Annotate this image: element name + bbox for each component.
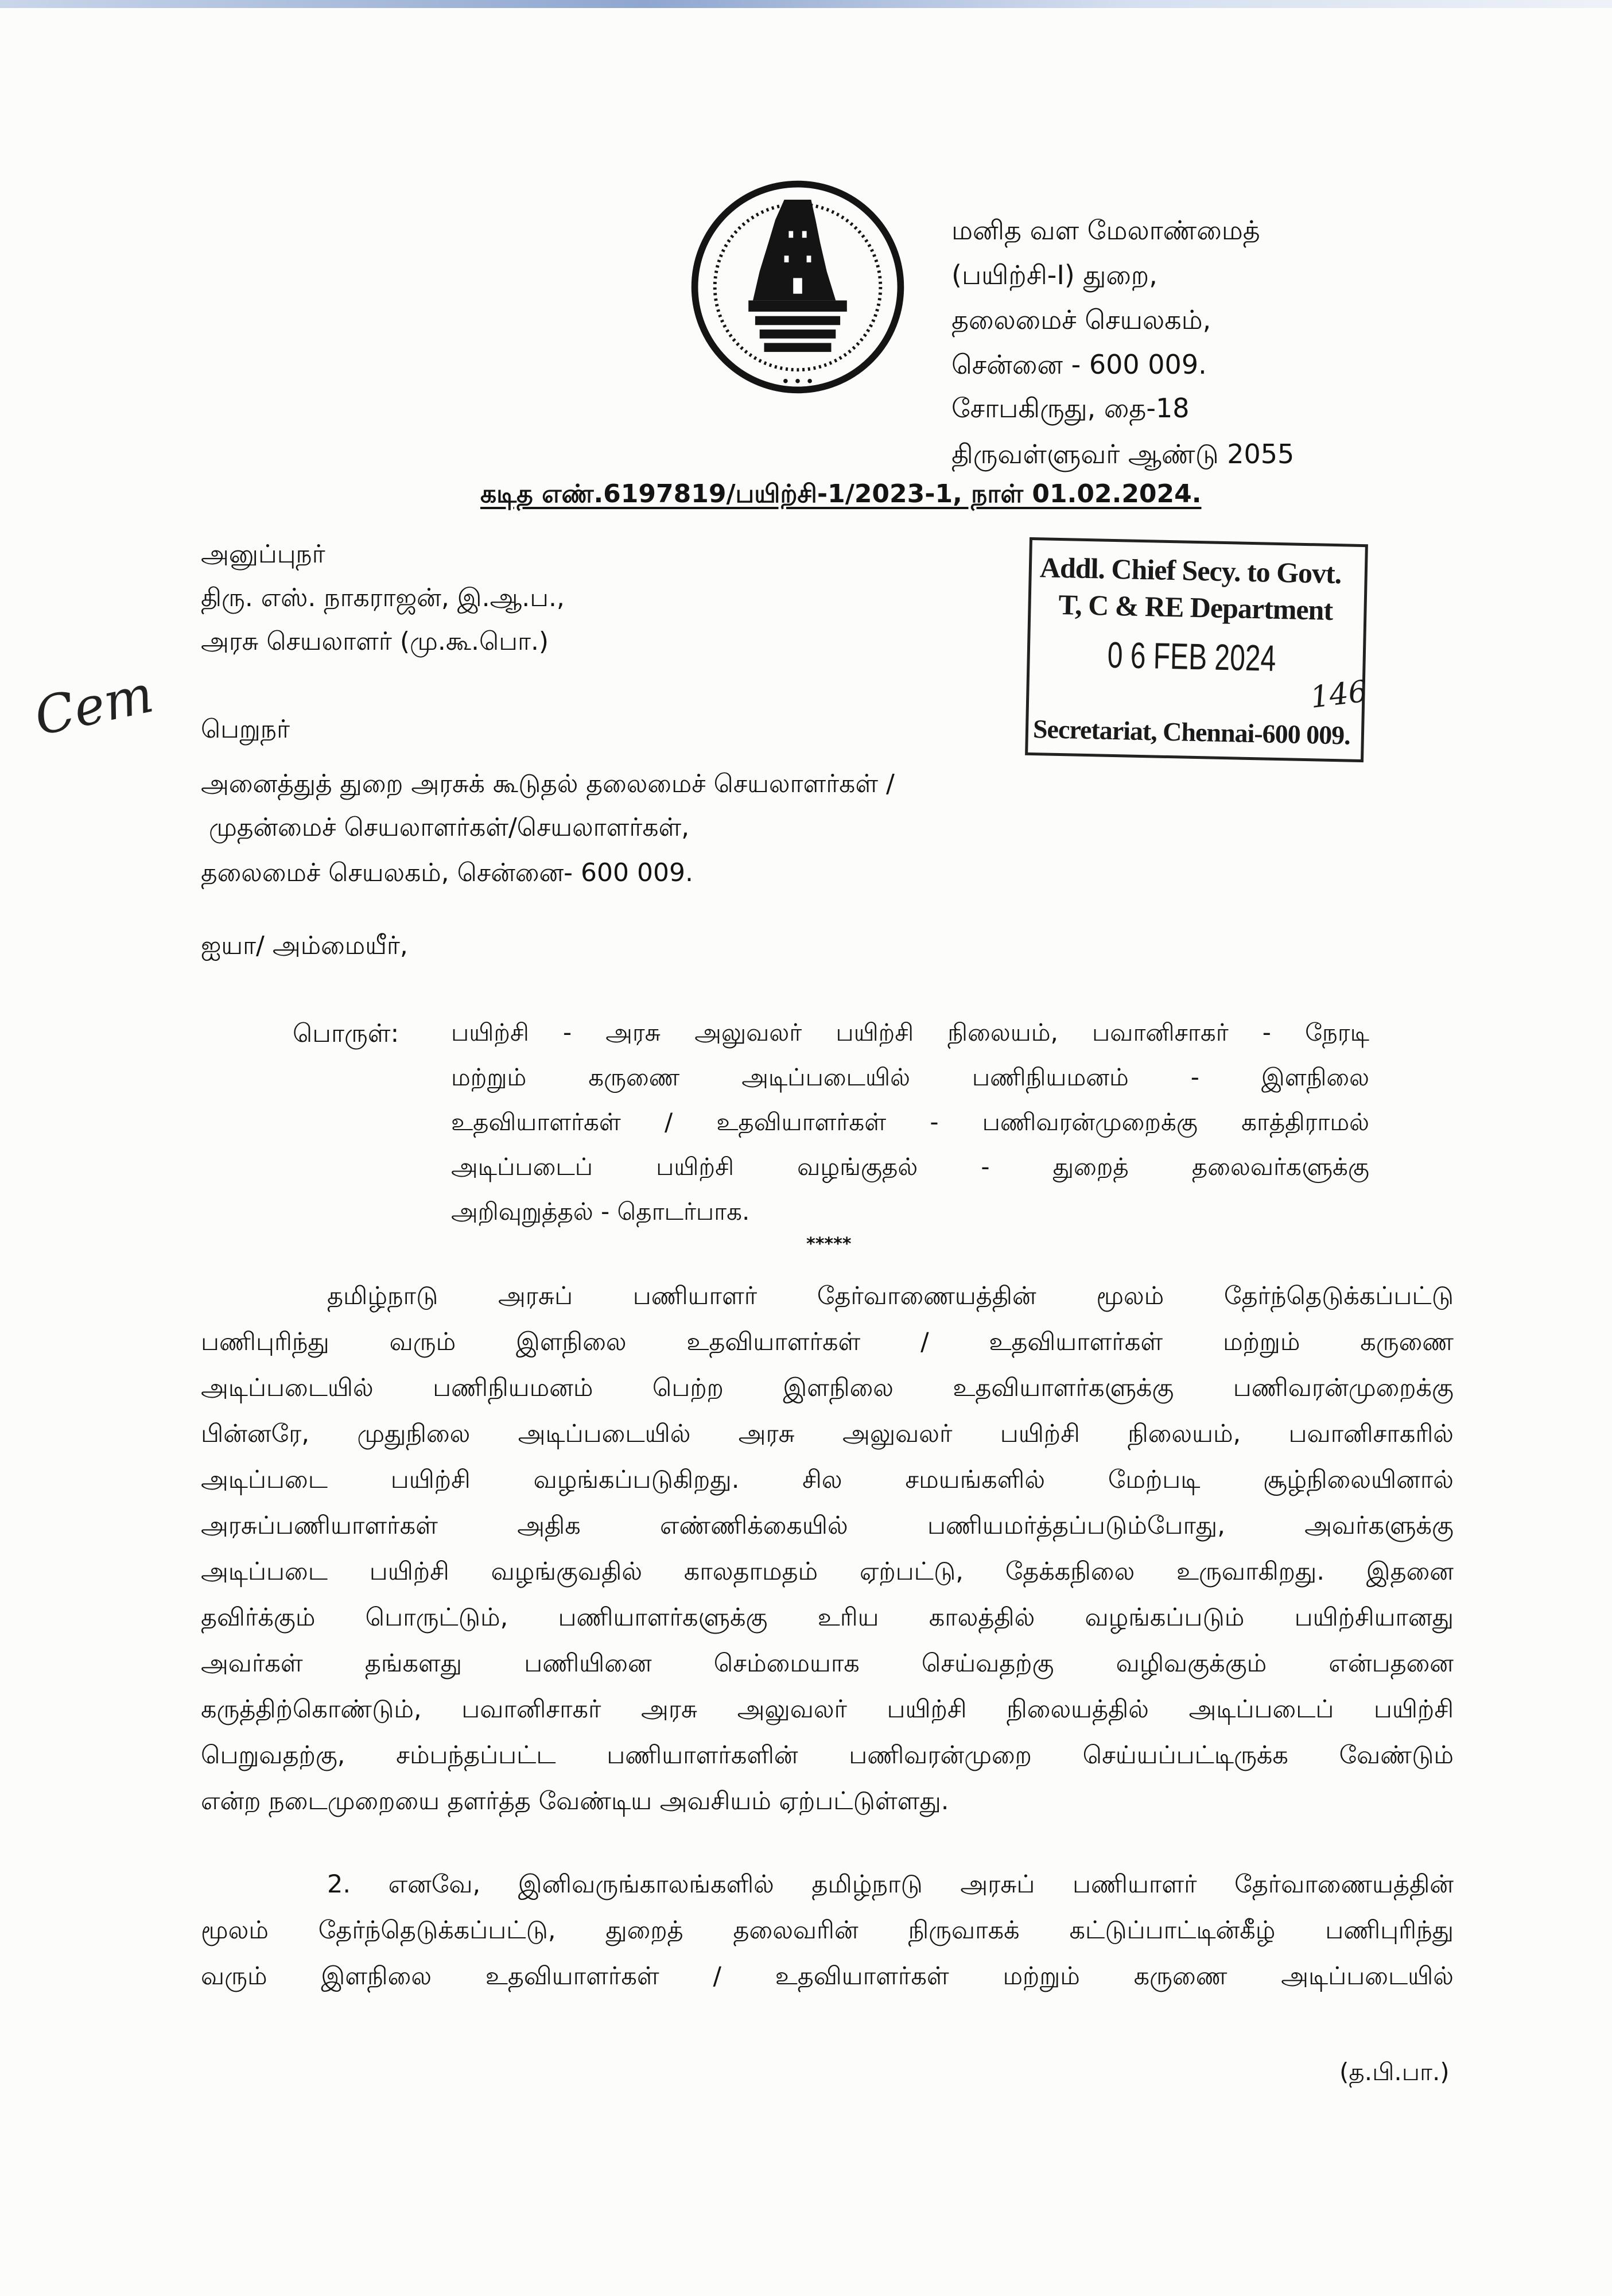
subject-text: [451, 1010, 1369, 1234]
stamp-office: Addl. Chief Secy. to Govt.: [1039, 551, 1342, 590]
body-line: பணிபுரிந்து வரும் இளநிலை உதவியாளர்கள் / உதவியாளர்கள் மற்றும் கருணை: [201, 1328, 1454, 1356]
subject-line: அறிவுறுத்தல் - தொடர்பாக.: [451, 1197, 750, 1225]
subject-label: பொருள்:: [293, 1019, 399, 1048]
stamp-date: 0 6 FEB 2024: [1107, 634, 1277, 679]
dept-line-4: சென்னை - 600 009.: [951, 349, 1207, 380]
continued-overleaf: (த.பி.பா.): [1339, 2058, 1450, 2086]
dept-line-3: தலைமைச் செயலகம்,: [951, 304, 1211, 335]
body-line: அடிப்படையில் பணிநியமனம் பெற்ற இளநிலை உதவியாளர்களுக்கு பணிவரன்முறைக்கு: [201, 1374, 1454, 1402]
handwritten-initial: Cem: [29, 664, 159, 748]
body-line: பின்னரே, முதுநிலை அடிப்படையில் அரசு அலுவலர் பயிற்சி நிலையம், பவானிசாகரில்: [201, 1420, 1454, 1448]
recipient-line-1: அனைத்துத் துறை அரசுக் கூடுதல் தலைமைச் செயலாளர்கள் /: [201, 769, 895, 798]
letter-reference: கடித எண்.6197819/பயிற்சி-1/2023-1, நாள் 01.02.2024.: [480, 479, 1202, 509]
dept-line-2: (பயிற்சி-I) துறை,: [951, 259, 1157, 290]
subject-line: உதவியாளர்கள் / உதவியாளர்கள் - பணிவரன்முறைக்கு காத்திராமல்: [451, 1108, 1369, 1136]
scan-edge: [0, 0, 1612, 8]
dept-line-5: சோபகிருது, தை-18: [951, 393, 1190, 424]
dept-line-1: மனித வள மேலாண்மைத்: [951, 215, 1260, 246]
sender-designation: அரசு செயலாளர் (மு.கூ.பொ.): [201, 627, 549, 656]
recipient-line-2: முதன்மைச் செயலாளர்கள்/செயலாளர்கள்,: [201, 813, 690, 842]
body-line: அவர்கள் தங்களது பணியினை செம்மையாக செய்வதற்கு வழிவகுக்கும் என்பதனை: [201, 1649, 1454, 1678]
body-line: என்ற நடைமுறையை தளர்த்த வேண்டிய அவசியம் ஏற்பட்டுள்ளது.: [201, 1787, 949, 1816]
sender-label: அனுப்புநர்: [201, 540, 325, 569]
body-line: தவிர்க்கும் பொருட்டும், பணியாளர்களுக்கு உரிய காலத்தில் வழங்கப்படும் பயிற்சியானது: [201, 1603, 1454, 1632]
sender-name: திரு. எஸ். நாகராஜன், இ.ஆ.ப.,: [201, 583, 565, 612]
stamp-inward-number: 146: [1308, 674, 1369, 715]
tamil-nadu-emblem: [686, 175, 910, 399]
body-line: 2. எனவே, இனிவருங்காலங்களில் தமிழ்நாடு அரசுப் பணியாளர் தேர்வாணையத்தின்: [327, 1870, 1454, 1899]
subject-line: பயிற்சி - அரசு அலுவலர் பயிற்சி நிலையம், பவானிசாகர் - நேரடி: [451, 1018, 1369, 1046]
received-stamp: [1025, 537, 1368, 762]
subject-line: அடிப்படைப் பயிற்சி வழங்குதல் - துறைத் தலைவர்களுக்கு: [451, 1153, 1369, 1181]
body-line: பெறுவதற்கு, சம்பந்தப்பட்ட பணியாளர்களின் பணிவரன்முறை செய்யப்பட்டிருக்க வேண்டும்: [201, 1741, 1454, 1770]
stamp-location: Secretariat, Chennai-600 009.: [1032, 714, 1351, 750]
body-line: மூலம் தேர்ந்தெடுக்கப்பட்டு, துறைத் தலைவரின் நிருவாகக் கட்டுப்பாட்டின்கீழ் பணிபுரிந்து: [201, 1916, 1454, 1945]
body-line: அரசுப்பணியாளர்கள் அதிக எண்ணிக்கையில் பணியமர்த்தப்படும்போது, அவர்களுக்கு: [201, 1511, 1454, 1540]
body-paragraph-2: [201, 1861, 1454, 1999]
body-line: அடிப்படை பயிற்சி வழங்கப்படுகிறது. சில சமயங்களில் மேற்படி சூழ்நிலையினால்: [201, 1465, 1454, 1494]
separator: *****: [806, 1234, 852, 1254]
svg-text:• • •: • • •: [781, 374, 814, 389]
body-line: அடிப்படை பயிற்சி வழங்குவதில் காலதாமதம் ஏற்பட்டு, தேக்கநிலை உருவாகிறது. இதனை: [201, 1557, 1454, 1586]
body-paragraph-1: [201, 1273, 1454, 1824]
recipient-label: பெறுநர்: [201, 715, 290, 744]
dept-line-6: திருவள்ளுவர் ஆண்டு 2055: [951, 439, 1295, 470]
body-line: வரும் இளநிலை உதவியாளர்கள் / உதவியாளர்கள் மற்றும் கருணை அடிப்படையில்: [201, 1962, 1454, 1991]
stamp-department: T, C & RE Department: [1058, 588, 1333, 626]
recipient-line-3: தலைமைச் செயலகம், சென்னை- 600 009.: [201, 858, 693, 887]
body-line: தமிழ்நாடு அரசுப் பணியாளர் தேர்வாணையத்தின் மூலம் தேர்ந்தெடுக்கப்பட்டு: [327, 1282, 1454, 1310]
subject-line: மற்றும் கருணை அடிப்படையில் பணிநியமனம் - இளநிலை: [451, 1063, 1369, 1091]
body-line: கருத்திற்கொண்டும், பவானிசாகர் அரசு அலுவலர் பயிற்சி நிலையத்தில் அடிப்படைப் பயிற்சி: [201, 1695, 1454, 1724]
salutation: ஐயா/ அம்மையீர்,: [201, 931, 408, 960]
